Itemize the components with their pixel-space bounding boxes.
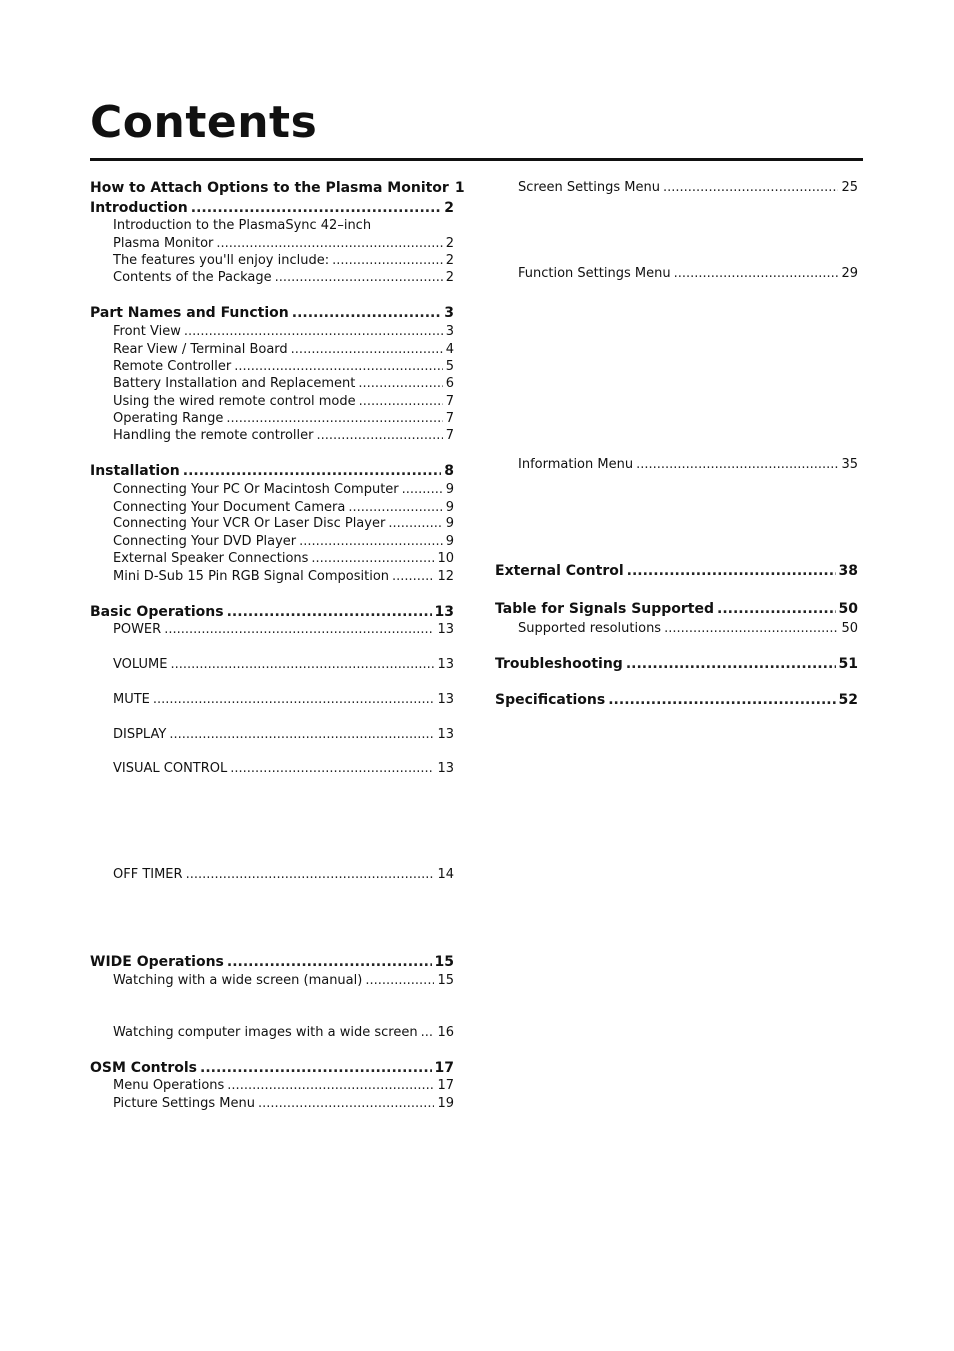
toc-heading-entry[interactable] [495, 563, 858, 579]
toc-page-number: 1 [454, 180, 465, 196]
toc-entry-label: OFF TIMER [113, 867, 183, 882]
toc-sub-entry[interactable] [90, 516, 454, 531]
dot-leader [200, 1060, 432, 1076]
toc-page-number: 6 [445, 376, 454, 391]
dot-leader [626, 656, 836, 672]
toc-heading-entry[interactable] [495, 656, 858, 672]
dot-leader [183, 463, 441, 479]
toc-entry-label: Plasma Monitor [113, 236, 214, 251]
toc-entry-label: VISUAL CONTROL [113, 761, 228, 776]
toc-page-number: 10 [437, 551, 454, 566]
dot-leader [170, 657, 434, 672]
dot-leader [365, 973, 434, 988]
toc-entry-label: Using the wired remote control mode [113, 394, 356, 409]
dot-leader [184, 324, 443, 339]
dot-leader [191, 200, 441, 216]
toc-entry-label: Operating Range [113, 411, 224, 426]
toc-sub-entry[interactable] [90, 622, 454, 637]
dot-leader [186, 867, 435, 882]
page-title: Contents [90, 97, 318, 148]
toc-page-number: 3 [445, 324, 454, 339]
toc-sub-entry[interactable] [90, 411, 454, 426]
toc-entry-label: Troubleshooting [495, 656, 623, 672]
dot-leader [227, 604, 432, 620]
toc-sub-entry[interactable] [90, 253, 454, 268]
toc-entry-label: How to Attach Options to the Plasma Monitor [90, 180, 449, 196]
toc-page-number: 2 [444, 200, 454, 216]
dot-leader [153, 692, 435, 707]
toc-entry-label: Introduction to the PlasmaSync 42–inch [113, 218, 372, 233]
toc-entry-label: WIDE Operations [90, 954, 224, 970]
dot-leader [230, 761, 434, 776]
toc-sub-entry[interactable] [90, 236, 454, 251]
toc-page-number: 7 [445, 394, 454, 409]
toc-entry-label: Supported resolutions [518, 621, 662, 636]
toc-page-number: 8 [444, 463, 454, 479]
toc-entry-label: Mini D-Sub 15 Pin RGB Signal Composition [113, 569, 390, 584]
dot-leader [169, 727, 434, 742]
toc-page-number: 29 [841, 266, 858, 281]
dot-leader [164, 622, 434, 637]
toc-page-number: 9 [445, 482, 454, 497]
toc-sub-entry[interactable] [90, 1078, 454, 1093]
toc-entry-label: The features you'll enjoy include: [113, 253, 330, 268]
toc-sub-entry[interactable] [90, 551, 454, 566]
toc-entry-label: Watching with a wide screen (manual) [113, 973, 363, 988]
toc-sub-entry[interactable] [495, 457, 858, 472]
toc-entry-label: External Speaker Connections [113, 551, 309, 566]
toc-page-number: 19 [437, 1096, 454, 1111]
toc-entry-label: Installation [90, 463, 180, 479]
dot-leader [392, 569, 434, 584]
dot-leader [402, 482, 443, 497]
dot-leader [292, 305, 442, 321]
toc-page-number: 13 [434, 604, 454, 620]
toc-entry-label: Connecting Your Document Camera [113, 500, 346, 515]
toc-entry-label: Connecting Your VCR Or Laser Disc Player [113, 516, 386, 531]
toc-entry-label: Contents of the Package [113, 270, 272, 285]
toc-entry-label: Menu Operations [113, 1078, 225, 1093]
toc-heading-entry[interactable] [90, 604, 454, 620]
toc-page-number: 13 [437, 692, 454, 707]
dot-leader [608, 692, 835, 708]
toc-page-number: 15 [437, 973, 454, 988]
toc-page-number: 35 [841, 457, 858, 472]
toc-entry-label: Picture Settings Menu [113, 1096, 255, 1111]
toc-entry-label: Information Menu [518, 457, 634, 472]
toc-sub-entry[interactable] [90, 218, 454, 233]
toc-sub-entry[interactable] [495, 266, 858, 281]
toc-entry-label: OSM Controls [90, 1060, 197, 1076]
toc-entry-label: Battery Installation and Replacement [113, 376, 356, 391]
dot-leader [216, 236, 442, 251]
toc-page-number: 7 [445, 428, 454, 443]
toc-sub-entry[interactable] [495, 621, 858, 636]
toc-page-number: 2 [445, 253, 454, 268]
toc-sub-entry[interactable] [90, 324, 454, 339]
toc-entry-label: Basic Operations [90, 604, 224, 620]
toc-page-number: 13 [437, 761, 454, 776]
toc-heading-entry[interactable] [90, 200, 454, 216]
dot-leader [332, 253, 443, 268]
dot-leader [717, 601, 835, 617]
toc-entry-label: Connecting Your DVD Player [113, 534, 297, 549]
toc-sub-entry[interactable] [90, 428, 454, 443]
dot-leader [664, 621, 838, 636]
toc-entry-label: Handling the remote controller [113, 428, 314, 443]
toc-page-number: 52 [838, 692, 858, 708]
toc-page-number: 16 [437, 1025, 454, 1040]
toc-entry-label: Front View [113, 324, 181, 339]
toc-page-number: 9 [445, 500, 454, 515]
toc-page-number: 13 [437, 657, 454, 672]
toc-page-number: 50 [838, 601, 858, 617]
dot-leader [348, 500, 442, 515]
dot-leader [316, 428, 442, 443]
toc-page-number: 12 [437, 569, 454, 584]
toc-sub-entry[interactable] [90, 692, 454, 707]
toc-sub-entry[interactable] [90, 359, 454, 374]
dot-leader [227, 954, 432, 970]
toc-page-number: 4 [445, 342, 454, 357]
dot-leader [227, 1078, 434, 1093]
dot-leader [421, 1025, 435, 1040]
toc-page-number: 5 [445, 359, 454, 374]
toc-entry-label: External Control [495, 563, 624, 579]
toc-entry-label: Connecting Your PC Or Macintosh Computer [113, 482, 399, 497]
dot-leader [388, 516, 442, 531]
toc-page-number: 7 [445, 411, 454, 426]
toc-page-number: 17 [434, 1060, 454, 1076]
dot-leader [636, 457, 838, 472]
toc-sub-entry[interactable] [90, 270, 454, 285]
toc-sub-entry[interactable] [90, 500, 454, 515]
toc-page-number: 50 [841, 621, 858, 636]
toc-page-number: 13 [437, 727, 454, 742]
toc-entry-label: POWER [113, 622, 162, 637]
toc-sub-entry[interactable] [90, 761, 454, 776]
toc-page-number: 13 [437, 622, 454, 637]
toc-heading-entry[interactable] [90, 463, 454, 479]
dot-leader [358, 376, 442, 391]
toc-sub-entry[interactable] [495, 180, 858, 195]
toc-sub-entry[interactable] [90, 867, 454, 882]
toc-entry-label: DISPLAY [113, 727, 167, 742]
toc-sub-entry[interactable] [90, 727, 454, 742]
toc-sub-entry[interactable] [90, 1096, 454, 1111]
toc-page-number: 25 [841, 180, 858, 195]
toc-page-number: 15 [434, 954, 454, 970]
toc-heading-entry[interactable] [90, 180, 465, 196]
toc-page-number: 9 [445, 516, 454, 531]
toc-heading-entry[interactable] [90, 1060, 454, 1076]
toc-page-number: 3 [444, 305, 454, 321]
title-rule [90, 158, 863, 161]
toc-page-number: 2 [445, 270, 454, 285]
toc-entry-label: Watching computer images with a wide screen [113, 1025, 418, 1040]
toc-page-number: 2 [445, 236, 454, 251]
toc-sub-entry[interactable] [90, 376, 454, 391]
dot-leader [674, 266, 839, 281]
toc-entry-label: Specifications [495, 692, 606, 708]
toc-sub-entry[interactable] [90, 394, 454, 409]
toc-sub-entry[interactable] [90, 534, 454, 549]
toc-sub-entry[interactable] [90, 569, 454, 584]
dot-leader [663, 180, 838, 195]
toc-sub-entry[interactable] [90, 1025, 454, 1040]
toc-page-number: 9 [445, 534, 454, 549]
toc-entry-label: Remote Controller [113, 359, 232, 374]
toc-entry-label: VOLUME [113, 657, 168, 672]
toc-entry-label: MUTE [113, 692, 150, 707]
toc-heading-entry[interactable] [90, 954, 454, 970]
dot-leader [311, 551, 434, 566]
dot-leader [299, 534, 443, 549]
dot-leader [226, 411, 442, 426]
toc-heading-entry[interactable] [90, 305, 454, 321]
toc-entry-label: Table for Signals Supported [495, 601, 715, 617]
toc-entry-label: Function Settings Menu [518, 266, 671, 281]
dot-leader [627, 563, 836, 579]
toc-entry-label: Rear View / Terminal Board [113, 342, 288, 357]
toc-entry-label: Screen Settings Menu [518, 180, 660, 195]
dot-leader [275, 270, 443, 285]
toc-entry-label: Introduction [90, 200, 188, 216]
dot-leader [291, 342, 443, 357]
toc-sub-entry[interactable] [90, 342, 454, 357]
toc-sub-entry[interactable] [90, 973, 454, 988]
toc-page-number: 51 [838, 656, 858, 672]
dot-leader [359, 394, 443, 409]
toc-page-number: 17 [437, 1078, 454, 1093]
toc-heading-entry[interactable] [495, 601, 858, 617]
toc-entry-label: Part Names and Function [90, 305, 289, 321]
dot-leader [234, 359, 442, 374]
toc-sub-entry[interactable] [90, 657, 454, 672]
toc-page-number: 38 [838, 563, 858, 579]
toc-heading-entry[interactable] [495, 692, 858, 708]
toc-sub-entry[interactable] [90, 482, 454, 497]
toc-page-number: 14 [437, 867, 454, 882]
dot-leader [258, 1096, 434, 1111]
